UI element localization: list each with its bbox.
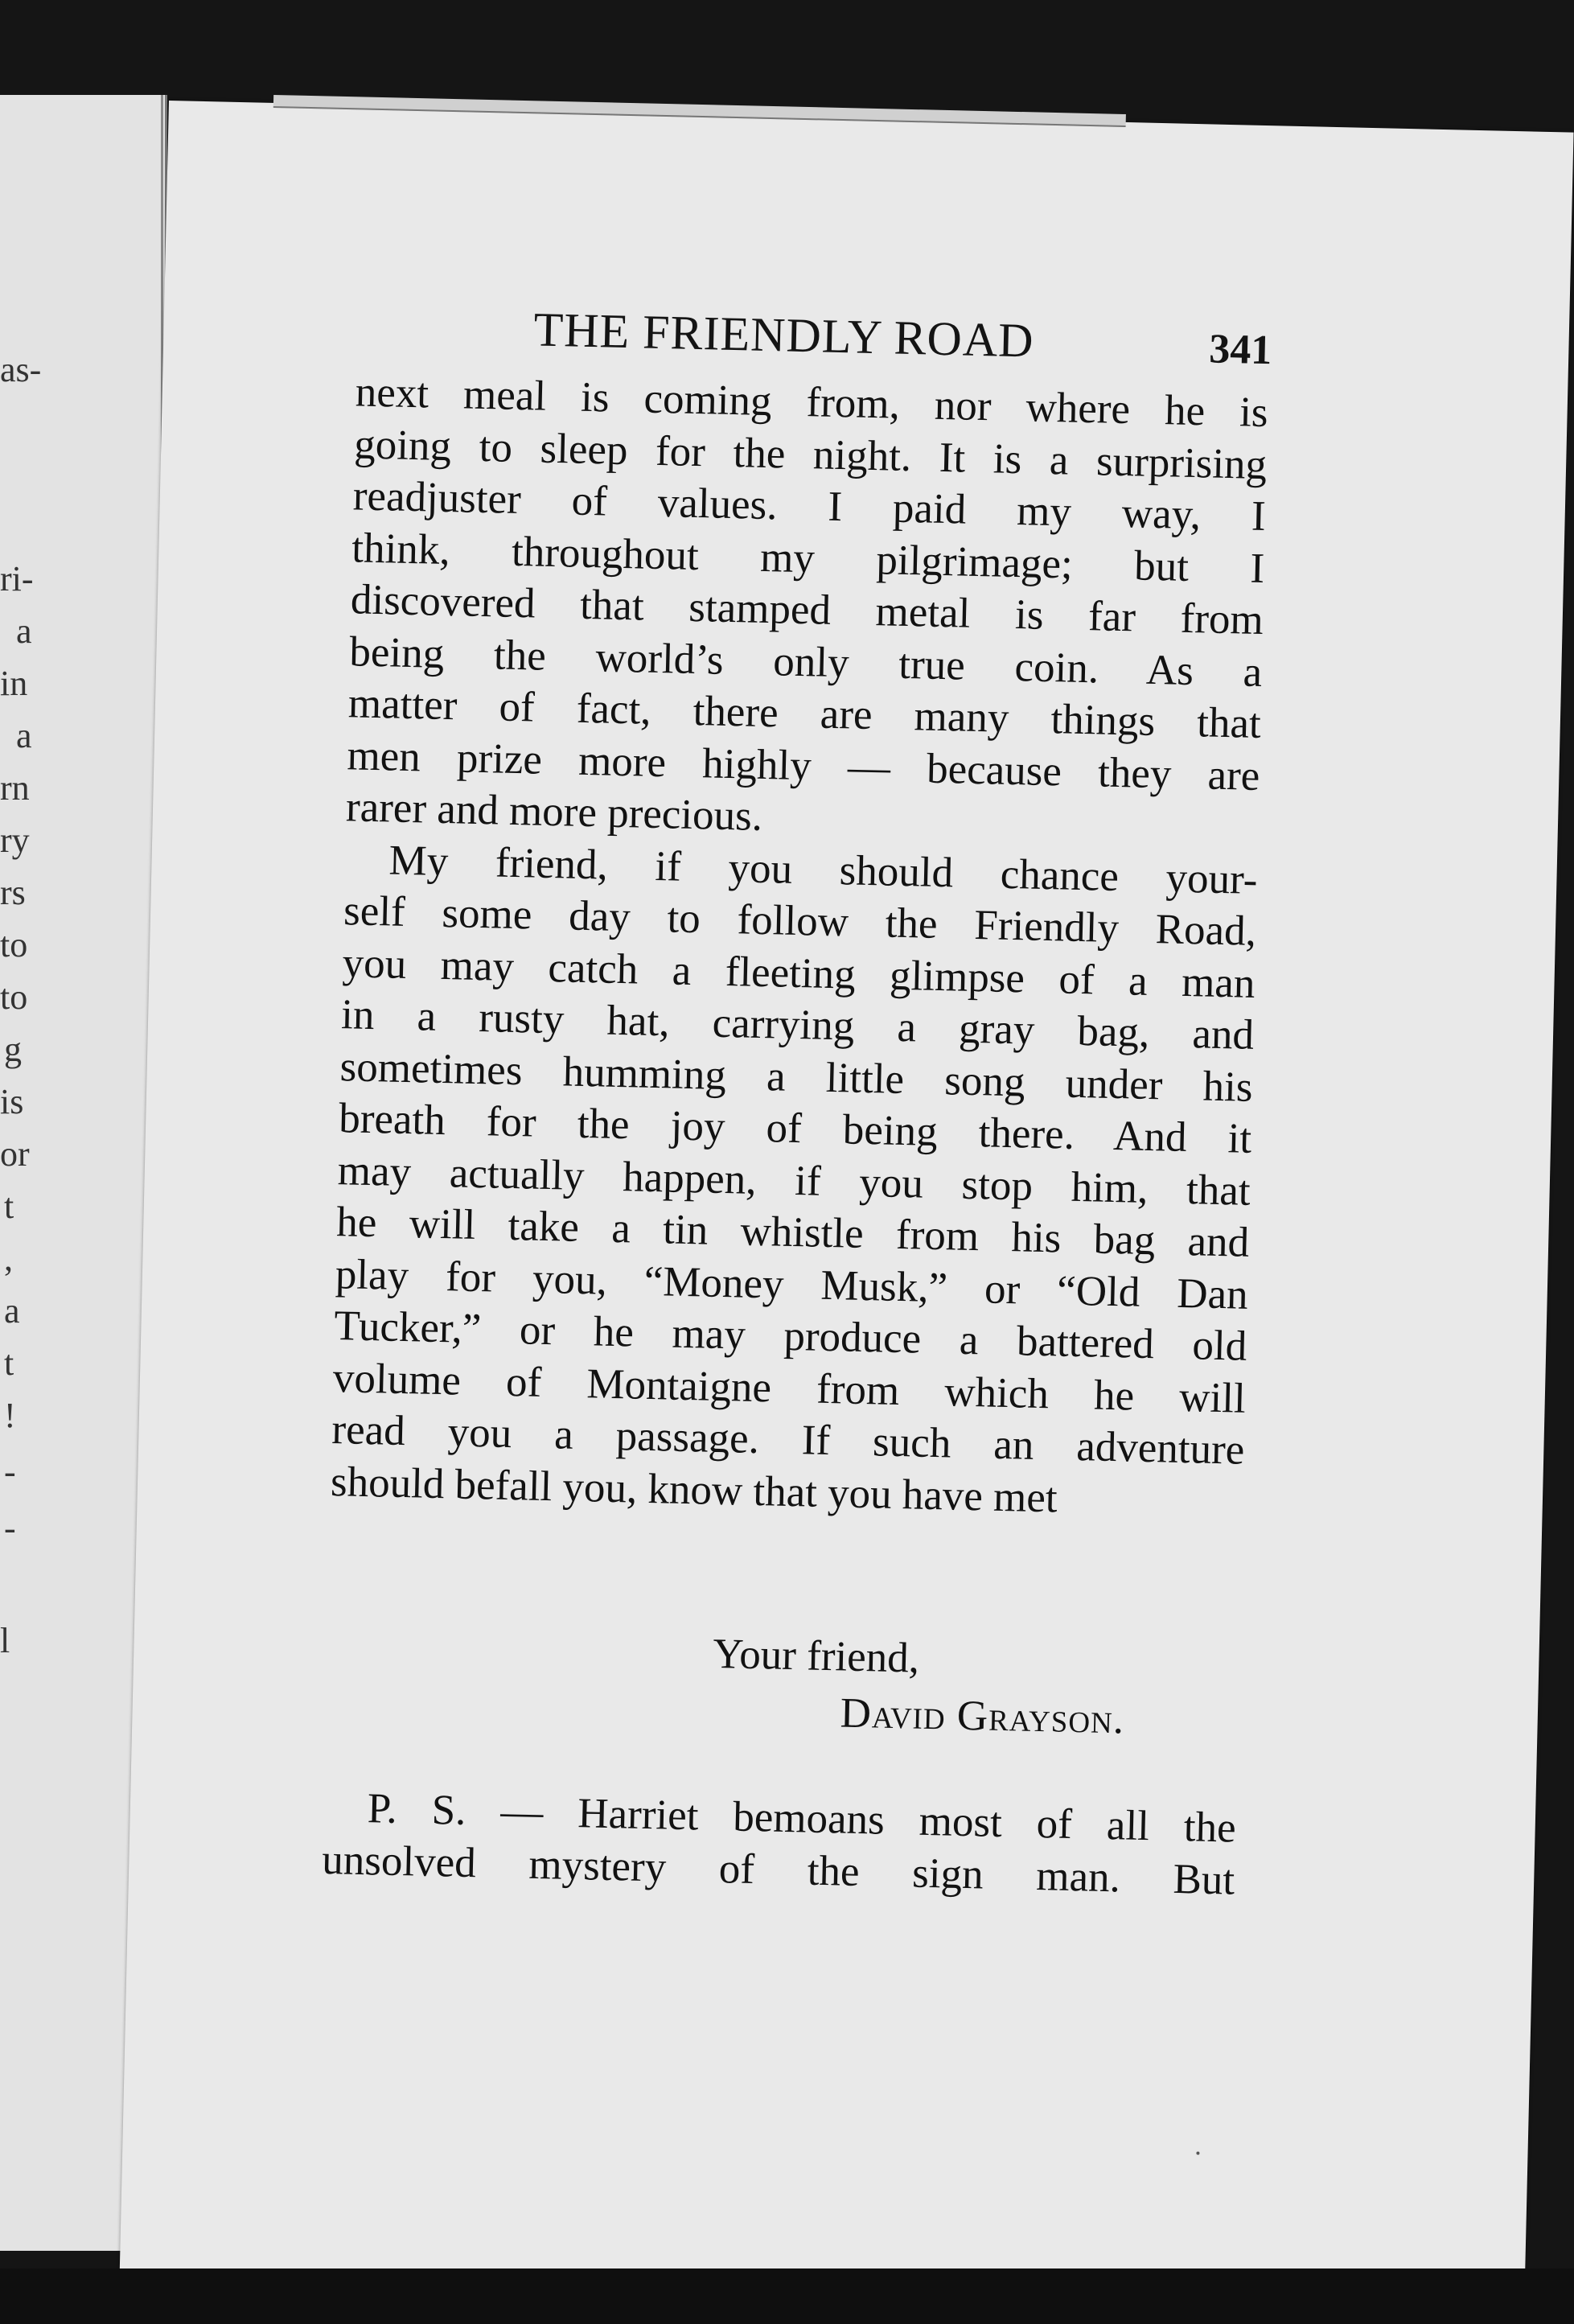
text-line: matter of fact, there are many things that [347,680,1262,747]
page-number: 341 [1208,326,1272,374]
text-line: you may catch a fleeting glimpse of a man [342,939,1256,1007]
text-line: may actually happen, if you stop him, that [337,1146,1251,1215]
text-line: My friend, if you should chance your- [388,836,1259,903]
left-page-fragment: ! [4,1396,16,1435]
text-line: play for you, “Money Musk,” or “Old Dan [335,1250,1249,1318]
text-line: volume of Montaigne from which he will [332,1354,1247,1422]
running-head: THE FRIENDLY ROAD [532,302,1035,368]
scan-background [0,2268,1574,2324]
text-line: P. S. — Harriet bemoans most of all the [367,1785,1237,1852]
left-page-fragment: in [0,664,28,703]
left-page-fragment: rn [0,768,30,808]
text-line: breath for the joy of being there. And it [338,1095,1252,1162]
left-page-fragment: or [0,1134,30,1174]
text-line: sometimes humming a little song under his [339,1043,1254,1111]
left-page-fragment: , [4,1239,13,1278]
valediction: Your friend, [712,1630,920,1682]
left-page-fragment: rs [0,873,26,912]
left-page-fragment: l [0,1621,10,1660]
left-page-fragment: to [0,925,28,965]
left-page-fragment: a [16,611,32,651]
left-page-fragment: to [0,977,28,1017]
dust-speck [1196,2152,1199,2155]
text-line: men prize more highly — because they are [346,731,1260,800]
text-line: unsolved mystery of the sign man. But [321,1836,1235,1904]
text-line: think, throughout my pilgrimage; but I [351,524,1265,592]
left-page-fragment: t [4,1187,14,1226]
left-page-fragment: as- [0,350,42,389]
text-line: Tucker,” or he may produce a battered old [333,1302,1247,1370]
text-line: he will take a tin whistle from his bag and [335,1199,1250,1266]
body-text [330,366,1268,1528]
postscript [322,1782,1237,1907]
left-page-fragment: ri- [0,559,34,598]
text-line: discovered that stamped metal is far from [350,576,1264,644]
signature: David Grayson. [840,1689,1125,1743]
text-line: going to sleep for the night. It is a surprising [353,420,1268,488]
text-line: readjuster of values. I paid my way, I [352,472,1267,541]
left-page-fragment: t [4,1343,14,1383]
text-line: being the world’s only true coin. As a [348,627,1263,696]
text-line: in a rusty hat, carrying a gray bag, and [340,991,1255,1059]
text-line: read you a passage. If such an adventure [331,1406,1245,1474]
text-line: next meal is coming from, nor where he is [355,368,1269,437]
left-page-fragment: - [4,1508,16,1548]
left-page-fragment: a [4,1291,20,1331]
text-line: should befall you, know that you have met [330,1458,1058,1522]
left-page-fragment: is [0,1082,24,1121]
left-page-fragment: g [4,1030,22,1069]
text-line: self some day to follow the Friendly Road, [343,887,1257,955]
right-page [119,101,1573,2316]
left-page-fragment: - [4,1452,16,1491]
paper-strip [273,95,1126,127]
left-page-fragment: ry [0,821,30,860]
text-line: rarer and more precious. [345,784,763,840]
left-page-fragment: a [16,716,32,755]
